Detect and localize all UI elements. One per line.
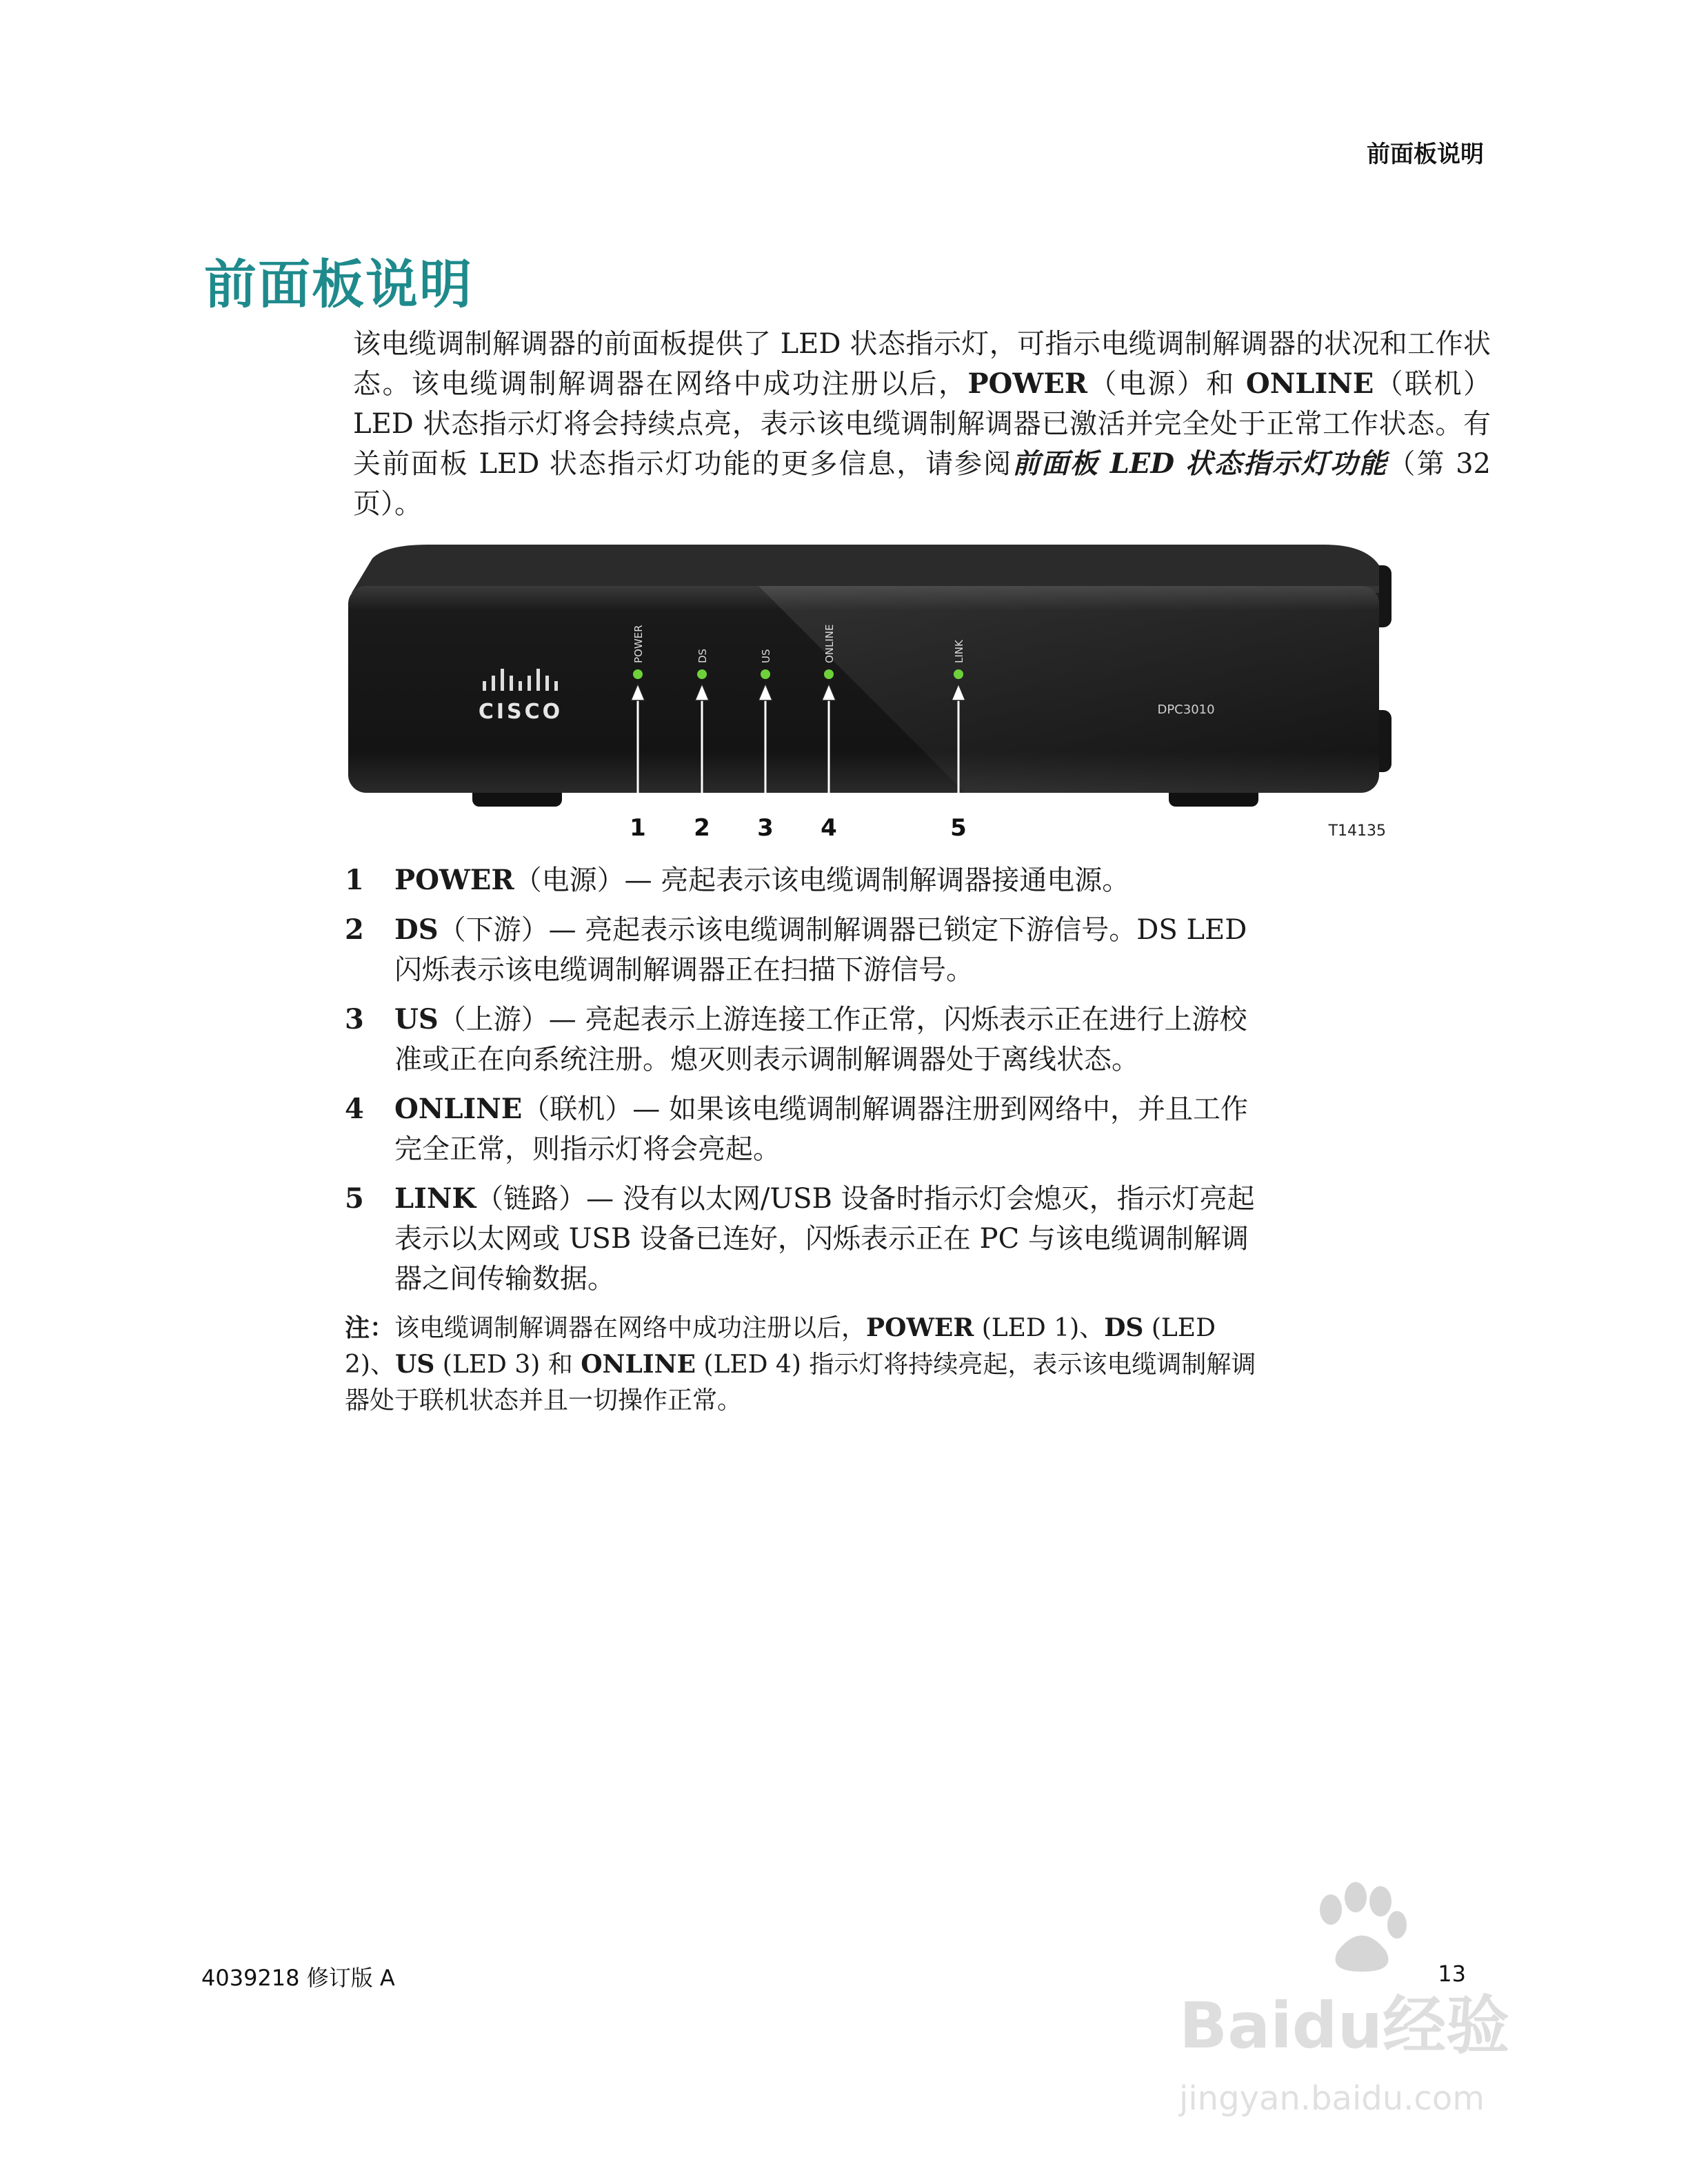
intro-text-4: （第 32 页）。 (353, 448, 1491, 520)
led-indicator-us (761, 669, 770, 679)
intro-text-2: （电源）和 (1087, 368, 1246, 400)
watermark-url-text: jingyan.baidu.com (1179, 2079, 1485, 2118)
legend-item-online (345, 1089, 1269, 1169)
callout-number-1: 1 (630, 814, 646, 842)
intro-text-3: （联机）LED 状态指示灯将会持续点亮，表示该电缆调制解调器已激活并完全处于正常工作状态。有关前面板 LED 状态指示灯功能的更多信息，请参阅 (353, 368, 1491, 480)
legend-number: 4 (345, 1093, 364, 1125)
running-header: 前面板说明 (1367, 141, 1484, 168)
led-label-ds: DS (696, 648, 709, 663)
legend-description: （电源）— 亮起表示该电缆调制解调器接通电源。 (514, 865, 1130, 896)
led-legend-list (345, 860, 1269, 1308)
watermark-graphic (1165, 1861, 1551, 2151)
legend-description: （链路）— 没有以太网/USB 设备时指示灯会熄灭，指示灯亮起表示以太网或 USB 设备已连好，闪烁表示正在 PC 与该电缆调制解调器之间传输数据。 (394, 1183, 1255, 1295)
modem-illustration (345, 538, 1427, 869)
legend-number: 3 (345, 1003, 364, 1035)
note-text-3: (LED 2)、 (345, 1314, 1216, 1379)
intro-text-1: 该电缆调制解调器的前面板提供了 LED 状态指示灯，可指示电缆调制解调器的状况和工作状态。该电缆调制解调器在网络中成功注册以后， (353, 328, 1491, 400)
led-label-link: LINK (953, 640, 965, 663)
note-paragraph (345, 1310, 1262, 1419)
page-title: 前面板说明 (204, 254, 473, 315)
footer-page-number: 13 (1438, 1961, 1466, 1987)
note-text-2: (LED 1)、 (974, 1314, 1105, 1342)
note-power-term: POWER (866, 1313, 974, 1342)
legend-item-power (345, 860, 1269, 900)
footer-doc-number: 4039218 修订版 A (201, 1965, 395, 1991)
cross-reference-link[interactable]: 前面板 LED 状态指示灯功能 (1012, 447, 1388, 480)
legend-item-us (345, 1000, 1269, 1080)
legend-number: 2 (345, 913, 364, 946)
led-indicator-power (633, 669, 643, 679)
legend-number: 1 (345, 864, 364, 896)
note-label: 注： (345, 1313, 395, 1342)
led-label-power: POWER (632, 625, 645, 663)
note-text-4: (LED 3) 和 (434, 1351, 581, 1379)
legend-item-ds (345, 910, 1269, 990)
callout-number-2: 2 (694, 814, 710, 842)
legend-term: POWER (394, 864, 514, 896)
led-label-online: ONLINE (823, 624, 836, 663)
legend-description: （联机）— 如果该电缆调制解调器注册到网络中，并且工作完全正常，则指示灯将会亮起。 (394, 1093, 1249, 1165)
note-online-term: ONLINE (581, 1350, 696, 1379)
callout-number-5: 5 (950, 814, 967, 842)
note-text-5: (LED 4) 指示灯将持续亮起，表示该电缆调制解调器处于联机状态并且一切操作正常。 (345, 1351, 1256, 1415)
led-indicator-online (824, 669, 834, 679)
legend-number: 5 (345, 1182, 364, 1215)
paw-icon (1320, 1882, 1407, 1972)
legend-term: ONLINE (394, 1093, 523, 1125)
legend-description: （上游）— 亮起表示上游连接工作正常，闪烁表示正在进行上游校准或正在向系统注册。熄灭则表示调制解调器处于离线状态。 (394, 1004, 1247, 1075)
led-indicator-ds (697, 669, 707, 679)
cisco-logo-text: CISCO (478, 700, 563, 724)
note-text-1: 该电缆调制解调器在网络中成功注册以后， (394, 1314, 867, 1342)
legend-term: US (394, 1003, 439, 1035)
legend-term: LINK (394, 1182, 476, 1215)
intro-power-term: POWER (967, 367, 1088, 400)
legend-term: DS (394, 913, 439, 946)
modem-front-panel-figure (345, 538, 1427, 869)
figure-id-label: T14135 (1328, 822, 1386, 840)
legend-description: （下游）— 亮起表示该电缆调制解调器已锁定下游信号。DS LED 闪烁表示该电缆调制解调器正在扫描下游信号。 (394, 914, 1247, 986)
led-indicator-link (954, 669, 963, 679)
intro-paragraph (353, 324, 1491, 524)
note-ds-term: DS (1104, 1313, 1144, 1342)
legend-item-link (345, 1179, 1269, 1299)
callout-number-3: 3 (757, 814, 774, 842)
modem-top-lid (352, 545, 1379, 593)
intro-online-term: ONLINE (1245, 367, 1374, 400)
led-label-us: US (760, 649, 772, 663)
note-us-term: US (394, 1350, 435, 1379)
callout-number-4: 4 (821, 814, 837, 842)
baidu-watermark (1165, 1861, 1551, 2151)
watermark-brand-text: Baidu经验 (1179, 1989, 1510, 2063)
model-label: DPC3010 (1157, 702, 1215, 717)
